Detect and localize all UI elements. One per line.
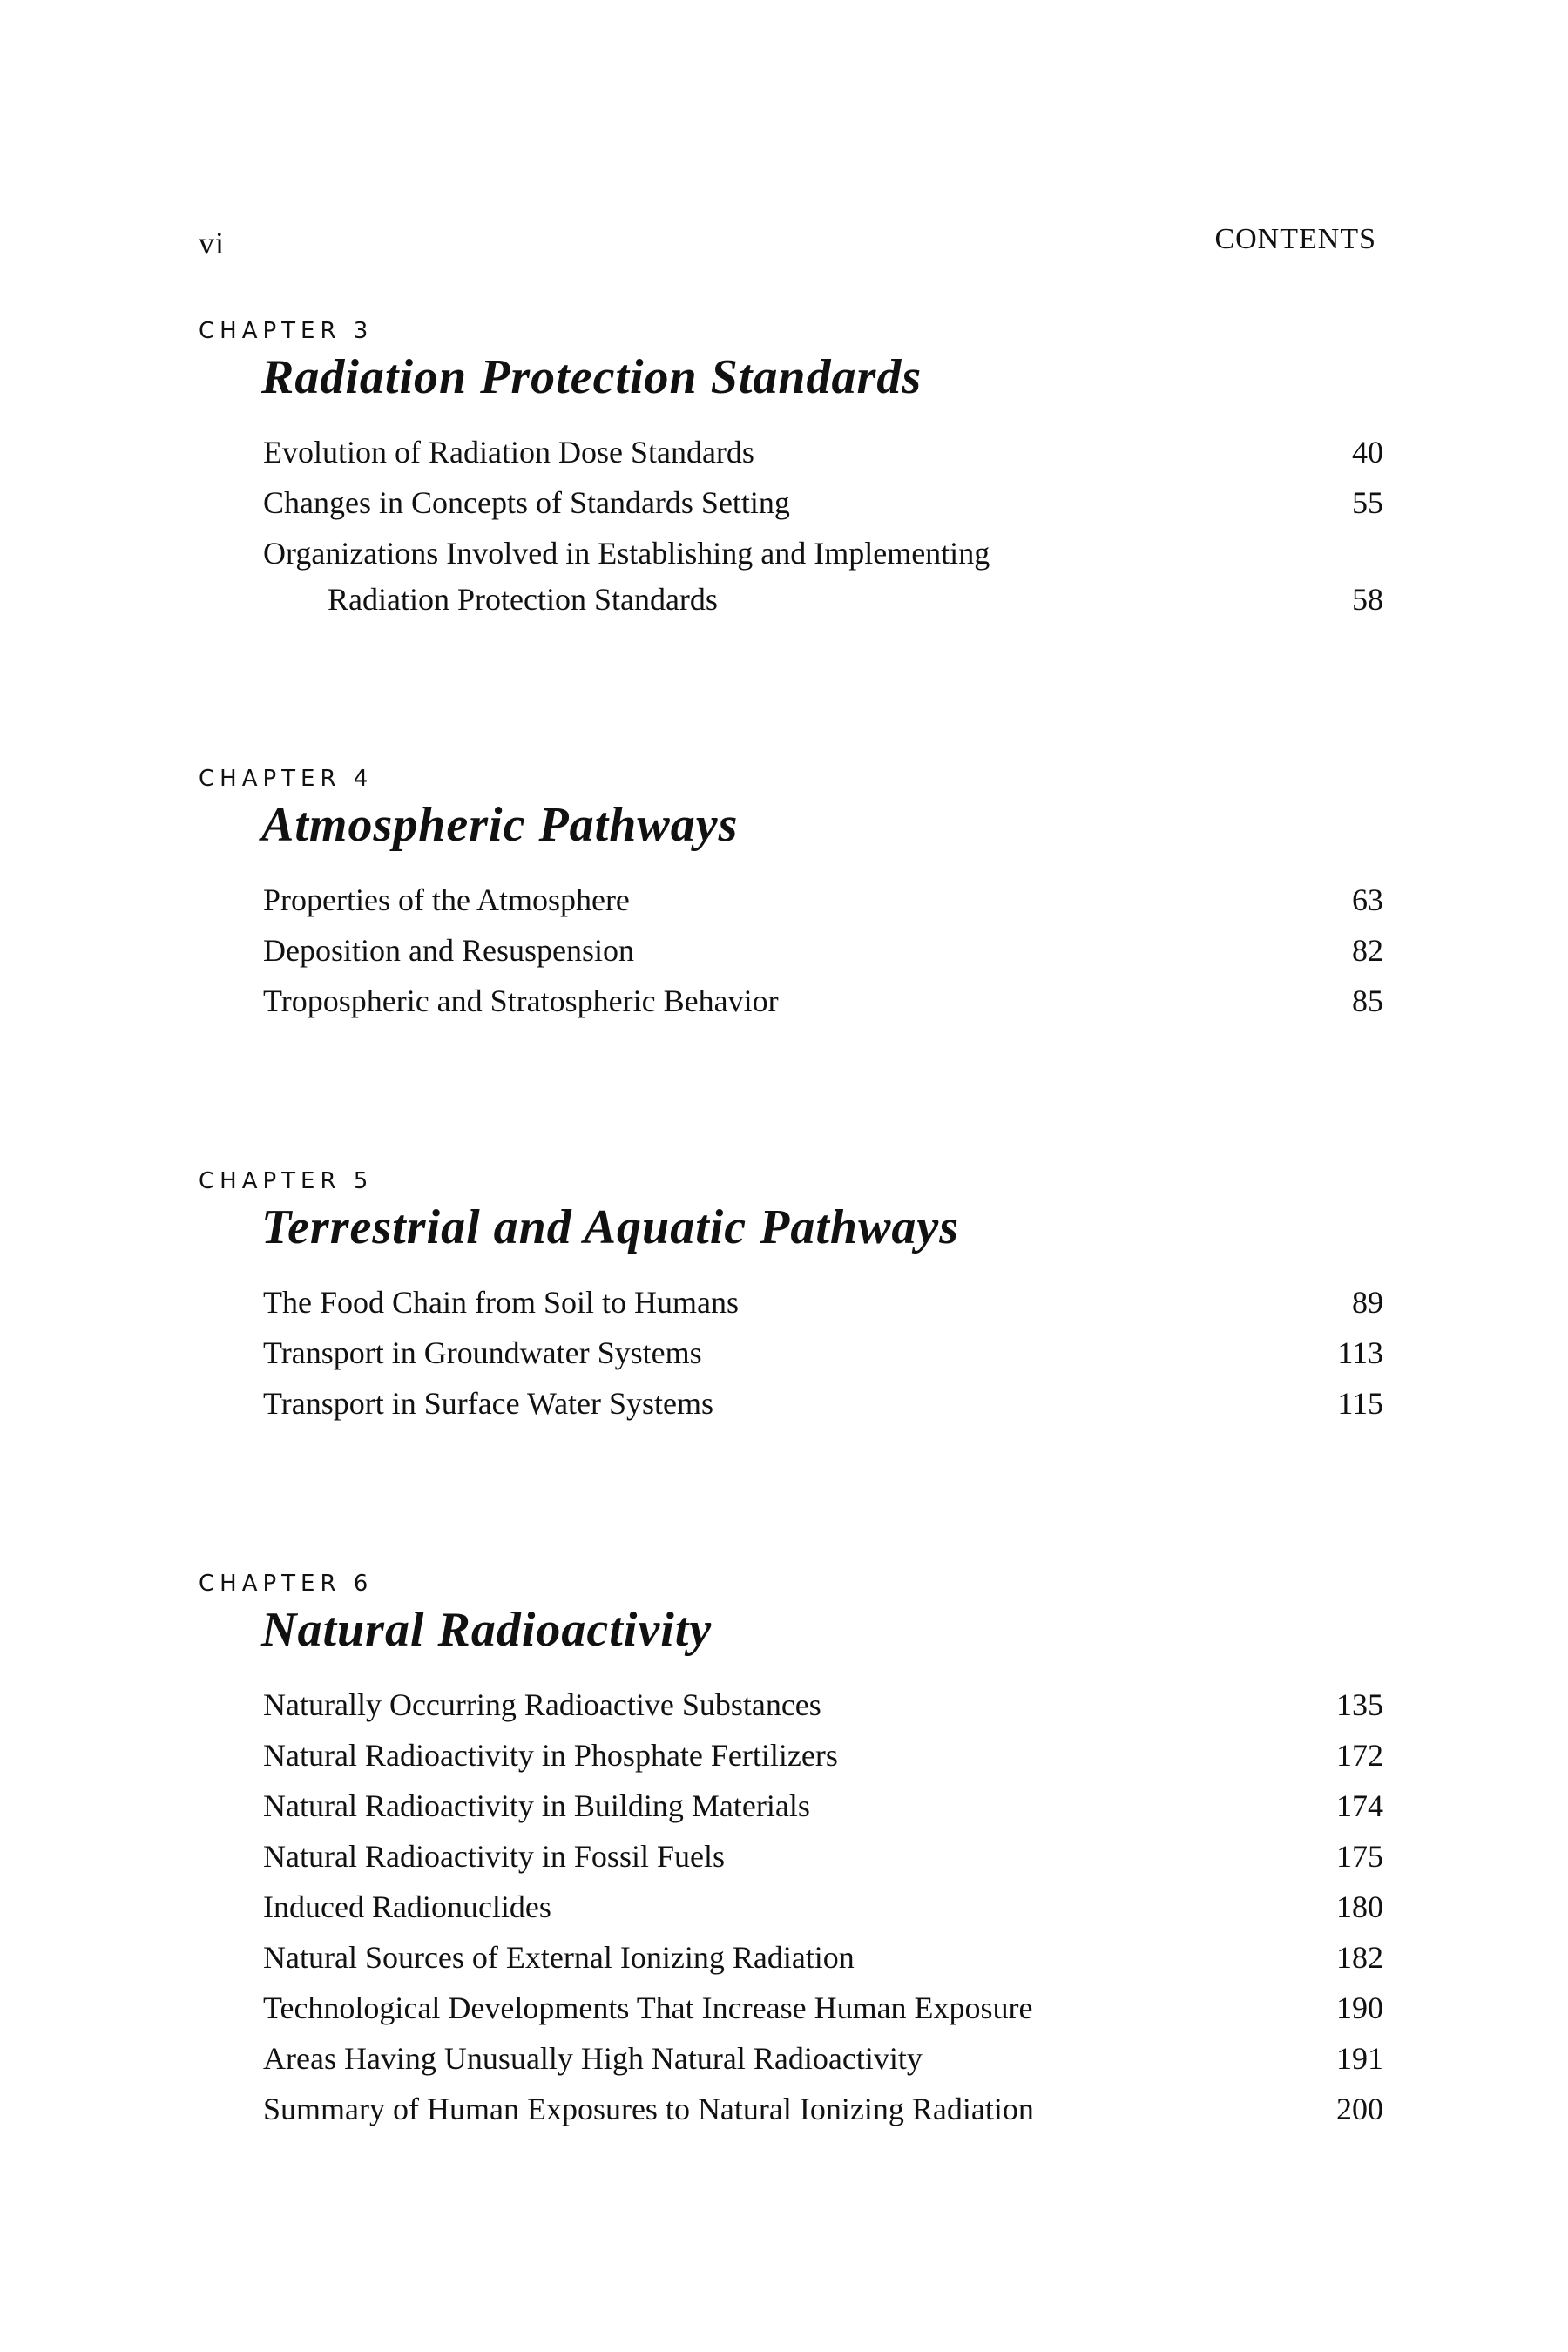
entry-page: 40	[1352, 435, 1383, 470]
entry-title: Transport in Surface Water Systems	[263, 1386, 714, 1421]
chapter-3-section	[199, 315, 1383, 622]
toc-entry[interactable]	[263, 1378, 1383, 1429]
toc-entry[interactable]	[263, 2033, 1383, 2084]
chapter-label: CHAPTER 6	[199, 1571, 374, 1597]
toc-entry[interactable]	[263, 976, 1383, 1026]
chapter-4-entries	[263, 875, 1383, 1026]
chapter-label: CHAPTER 4	[199, 766, 374, 792]
entry-page: 174	[1336, 1788, 1383, 1823]
entry-title: Induced Radionuclides	[263, 1889, 551, 1924]
toc-entry[interactable]	[263, 528, 1383, 622]
entry-title: Properties of the Atmosphere	[263, 882, 630, 917]
entry-page: 135	[1336, 1687, 1383, 1722]
entry-title: Natural Sources of External Ionizing Radiation	[263, 1940, 855, 1975]
entry-title: Natural Radioactivity in Building Materials	[263, 1788, 810, 1823]
toc-entry[interactable]	[263, 1781, 1383, 1831]
entry-title: Naturally Occurring Radioactive Substances	[263, 1687, 821, 1722]
entry-page: 182	[1336, 1940, 1383, 1975]
entry-title-line2: Radiation Protection Standards	[328, 582, 718, 617]
toc-entry[interactable]	[263, 1328, 1383, 1378]
chapter-4-section	[199, 763, 1383, 1026]
chapter-title: Terrestrial and Aquatic Pathways	[261, 1200, 960, 1254]
toc-entry[interactable]	[263, 1983, 1383, 2033]
entry-page: 190	[1336, 1990, 1383, 2025]
entry-title-line1: Organizations Involved in Establishing and Implementing	[263, 536, 990, 571]
toc-entry[interactable]	[263, 925, 1383, 976]
entry-title: Changes in Concepts of Standards Setting	[263, 485, 790, 520]
entry-page: 180	[1336, 1889, 1383, 1924]
toc-entry[interactable]	[263, 1932, 1383, 1983]
chapter-6-entries	[263, 1680, 1383, 2134]
chapter-title: Radiation Protection Standards	[261, 350, 923, 404]
running-head: CONTENTS	[1214, 223, 1376, 255]
toc-entry[interactable]	[263, 1680, 1383, 1730]
toc-entry[interactable]	[263, 2084, 1383, 2134]
entry-title: Natural Radioactivity in Fossil Fuels	[263, 1839, 725, 1874]
chapter-3-entries	[263, 427, 1383, 622]
entry-title: Summary of Human Exposures to Natural Ionizing Radiation	[263, 2092, 1034, 2126]
toc-entry[interactable]	[263, 875, 1383, 925]
toc-entry[interactable]	[263, 1882, 1383, 1932]
chapter-title: Natural Radioactivity	[261, 1603, 713, 1657]
entry-title: Technological Developments That Increase Human Exposure	[263, 1990, 1033, 2025]
chapter-5-section	[199, 1166, 1383, 1429]
entry-page: 172	[1336, 1738, 1383, 1773]
toc-entry[interactable]	[263, 1277, 1383, 1328]
toc-entry[interactable]	[263, 477, 1383, 528]
chapter-6-section	[199, 1568, 1383, 2134]
entry-page: 175	[1336, 1839, 1383, 1874]
chapter-label: CHAPTER 5	[199, 1168, 374, 1194]
chapter-title: Atmospheric Pathways	[261, 798, 739, 852]
entry-page: 200	[1336, 2092, 1383, 2126]
entry-page: 113	[1337, 1335, 1383, 1370]
chapter-5-entries	[263, 1277, 1383, 1429]
page-number: vi	[199, 226, 226, 260]
entry-title: Tropospheric and Stratospheric Behavior	[263, 983, 779, 1018]
entry-page: 85	[1352, 983, 1383, 1018]
toc-entry[interactable]	[263, 427, 1383, 477]
entry-title: Deposition and Resuspension	[263, 933, 634, 968]
entry-title: The Food Chain from Soil to Humans	[263, 1285, 739, 1320]
entry-page: 82	[1352, 933, 1383, 968]
entry-title: Transport in Groundwater Systems	[263, 1335, 702, 1370]
chapter-label: CHAPTER 3	[199, 318, 374, 344]
entry-title: Natural Radioactivity in Phosphate Fertilizers	[263, 1738, 838, 1773]
toc-entry[interactable]	[263, 1831, 1383, 1882]
toc-entry[interactable]	[263, 1730, 1383, 1781]
entry-title: Evolution of Radiation Dose Standards	[263, 435, 754, 470]
entry-page: 58	[1352, 582, 1383, 617]
entry-page: 89	[1352, 1285, 1383, 1320]
entry-page: 115	[1337, 1386, 1383, 1421]
entry-page: 63	[1352, 882, 1383, 917]
entry-title: Areas Having Unusually High Natural Radioactivity	[263, 2041, 923, 2076]
entry-page: 55	[1352, 485, 1383, 520]
entry-page: 191	[1336, 2041, 1383, 2076]
